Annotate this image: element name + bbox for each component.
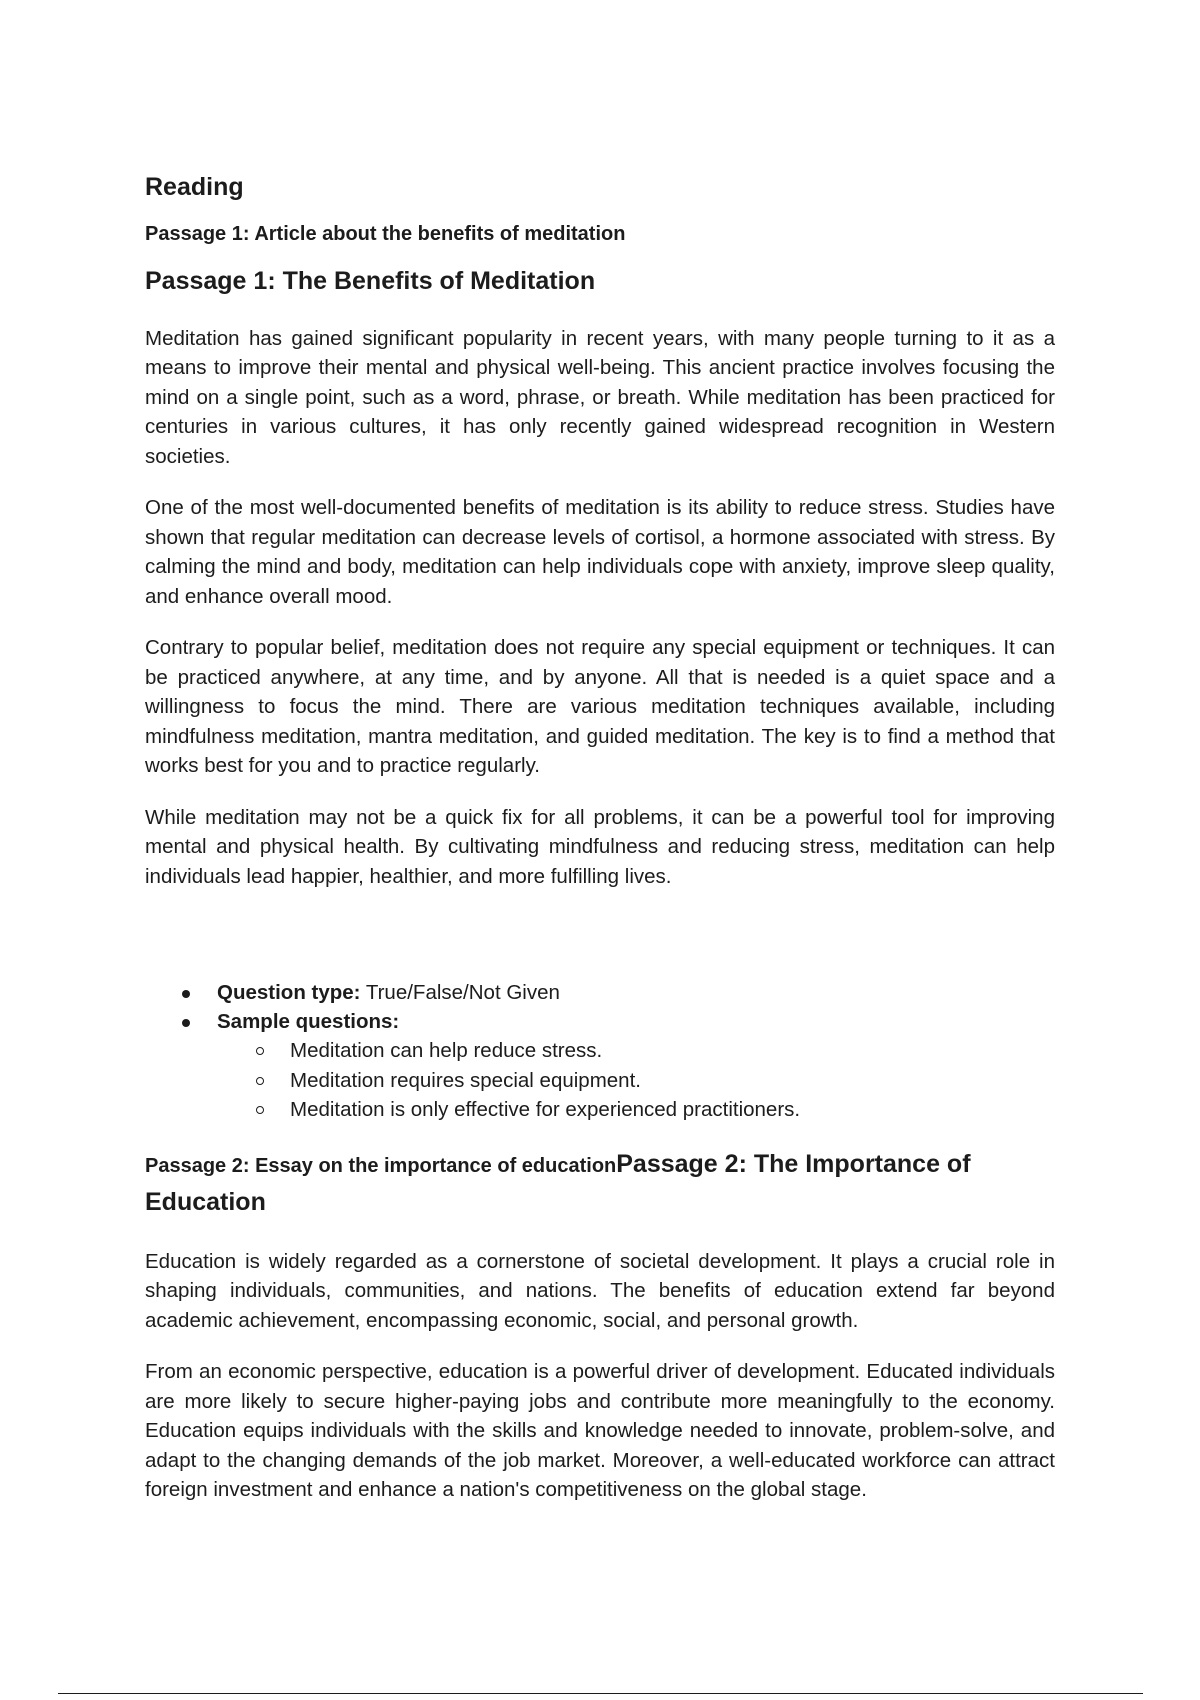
question-type-value: True/False/Not Given (360, 981, 560, 1004)
passage1-paragraph-4: While meditation may not be a quick fix for all problems, it can be a powerful tool for improving mental and physical health. By cultivating mindfulness and reducing stress, meditation can help individuals lead happier, healthier, and more fulfilling lives. (145, 805, 1055, 888)
sample-question (145, 1036, 1055, 1066)
passage1-heading: Passage 1: The Benefits of Meditation (145, 267, 596, 295)
question-info-list (145, 979, 1055, 1125)
hollow-bullet-icon (256, 1047, 264, 1055)
sample-question-text: Meditation is only effective for experienced practitioners. (290, 1098, 801, 1121)
sample-questions-item (145, 1008, 1055, 1125)
passage2-heading: Passage 2: The Importance of Education (145, 1149, 971, 1216)
hollow-bullet-icon (256, 1077, 264, 1085)
hollow-bullet-icon (256, 1106, 264, 1114)
passage2-title-line (145, 1147, 1055, 1223)
passage1-label: Passage 1: Article about the benefits of meditation (145, 223, 626, 245)
passage2-paragraph-2: From an economic perspective, education is a powerful driver of development. Educated individuals are more likely to secure higher-paying jobs and contribute more meaningfully to the economy. Education equips individuals with the skills and knowledge needed to innovate, problem-solve, and adapt to the changing demands of the job market. Moreover, a well-educated workforce can attract foreign investment and enhance a nation's competitiveness on the global stage. (145, 1360, 1055, 1501)
sample-questions-list (145, 1036, 1055, 1125)
passage2-label: Passage 2: Essay on the importance of education (145, 1154, 617, 1177)
section-title: Reading (145, 173, 244, 201)
sample-questions-label: Sample questions: (217, 1009, 400, 1033)
question-type-item (145, 979, 1055, 1008)
passage2-paragraph-1: Education is widely regarded as a cornerstone of societal development. It plays a crucial role in shaping individuals, communities, and nations. The benefits of education extend far beyond academic achievement, encompassing economic, social, and personal growth. (145, 1249, 1055, 1332)
question-type-label: Question type: (217, 981, 361, 1004)
sample-question (145, 1066, 1055, 1096)
sample-question (145, 1095, 1055, 1125)
sample-question-text: Meditation requires special equipment. (290, 1068, 641, 1092)
sample-question-text: Meditation can help reduce stress. (290, 1039, 603, 1062)
page-bottom-rule (58, 1693, 1143, 1694)
passage1-paragraph-3: Contrary to popular belief, meditation does not require any special equipment or techniques. It can be practiced anywhere, at any time, and by anyone. All that is needed is a quiet space and a willingness to focus the mind. There are various meditation techniques available, including mindfulness meditation, mantra meditation, and guided meditation. The key is to find a method that works best for you and to practice regularly. (145, 636, 1055, 777)
passage1-paragraph-2: One of the most well-documented benefits of meditation is its ability to reduce stress. Studies have shown that regular meditation can decrease levels of cortisol, a hormone associated with stress. By calming the mind and body, meditation can help individuals cope with anxiety, improve sleep quality, and enhance overall mood. (145, 496, 1055, 608)
passage1-paragraph-1: Meditation has gained significant popularity in recent years, with many people turning to it as a means to improve their mental and physical well-being. This ancient practice involves focusing the mind on a single point, such as a word, phrase, or breath. While meditation has been practiced for centuries in various cultures, it has only recently gained widespread recognition in Western societies. (145, 326, 1055, 468)
document-body (145, 172, 1055, 1527)
